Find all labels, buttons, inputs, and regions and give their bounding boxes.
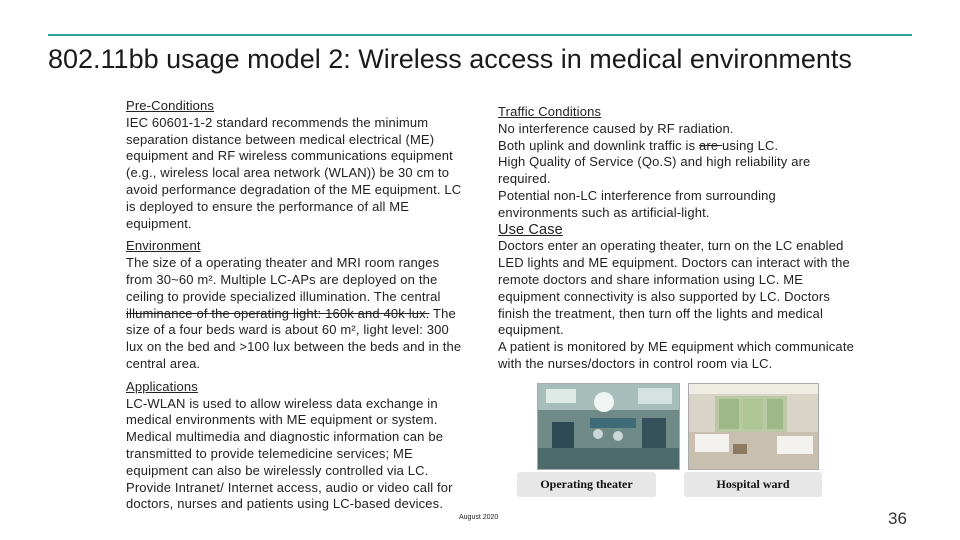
page-number: 36 [888,509,907,528]
traffic-line-2-part2: using LC. [722,137,779,153]
traffic-line-2-struck: are [699,137,723,153]
traffic-line-1: No interference caused by RF radiation. [498,120,734,136]
pre-conditions-text: IEC 60601-1-2 standard recommends the minimum separation distance between medical electrical (ME) equipment and RF wireless communications equipment (e.g., wireless local area network (WLAN)) be 30 cm to avoid performance degradation of the ME equipment. LC is deployed to ensure the performance of all ME equipment. [126,114,462,231]
hospital-ward-photo [688,383,819,470]
environment-text-struck: illuminance of the operating light: 160k and 40k lux. [126,305,430,321]
applications-text: LC-WLAN is used to allow wireless data exchange in medical environments with ME equipment or system. Medical multimedia and diagnostic information can be transmitted to provide telemedicine services; ME equipment can also be wirelessly controlled via LC. Provide Intranet/ Internet access, audio or video call for doctors, nurses and patients using LC-based devices. [126,395,453,512]
traffic-line-3: High Quality of Service (Qo.S) and high reliability are required. [498,154,811,187]
pre-conditions-heading: Pre-Conditions [126,98,215,113]
traffic-line-4: Potential non-LC interference from surrounding environments such as artificial-light. [498,187,776,220]
use-case-para-2: A patient is monitored by ME equipment which communicate with the nurses/doctors in control room via LC. [498,339,854,371]
environment-text-part2: The size of a four beds ward is about 60 m², light level: 300 lux on the bed and >100 lux between the beds and in the central area. [126,305,462,371]
operating-theater-illustration [538,384,679,469]
environment-text [126,255,466,373]
use-case-para-1: Doctors enter an operating theater, turn on the LC enabled LED lights and ME equipment. Doctors can interact with the remote doctors and share information using LC. ME equipment connectivity is also supported by LC. Doctors finish the treatment, then turn off the lights and medical equipment. [498,238,850,338]
traffic-conditions-heading: Traffic Conditions [498,104,602,119]
environment-text-part1: The size of a operating theater and MRI room ranges from 30~60 m². Multiple LC-APs are deployed on the ceiling to provide specialized illumination. The central [126,255,441,304]
environment-heading: Environment [126,238,201,254]
slide-title: 802.11bb usage model 2: Wireless access in medical environments [48,44,852,74]
hospital-ward-caption: Hospital ward [684,472,822,497]
traffic-line-2-part1: Both uplink and downlink traffic is [498,137,699,153]
footer-date: August 2020 [459,514,499,521]
applications-heading: Applications [126,378,198,394]
operating-theater-photo [537,383,680,470]
hospital-ward-illustration [689,384,818,469]
left-column [126,98,466,513]
title-divider [48,34,912,36]
use-case-heading: Use Case [498,221,563,238]
right-column [498,104,858,373]
traffic-line-2 [498,138,858,155]
operating-theater-caption: Operating theater [517,472,656,497]
